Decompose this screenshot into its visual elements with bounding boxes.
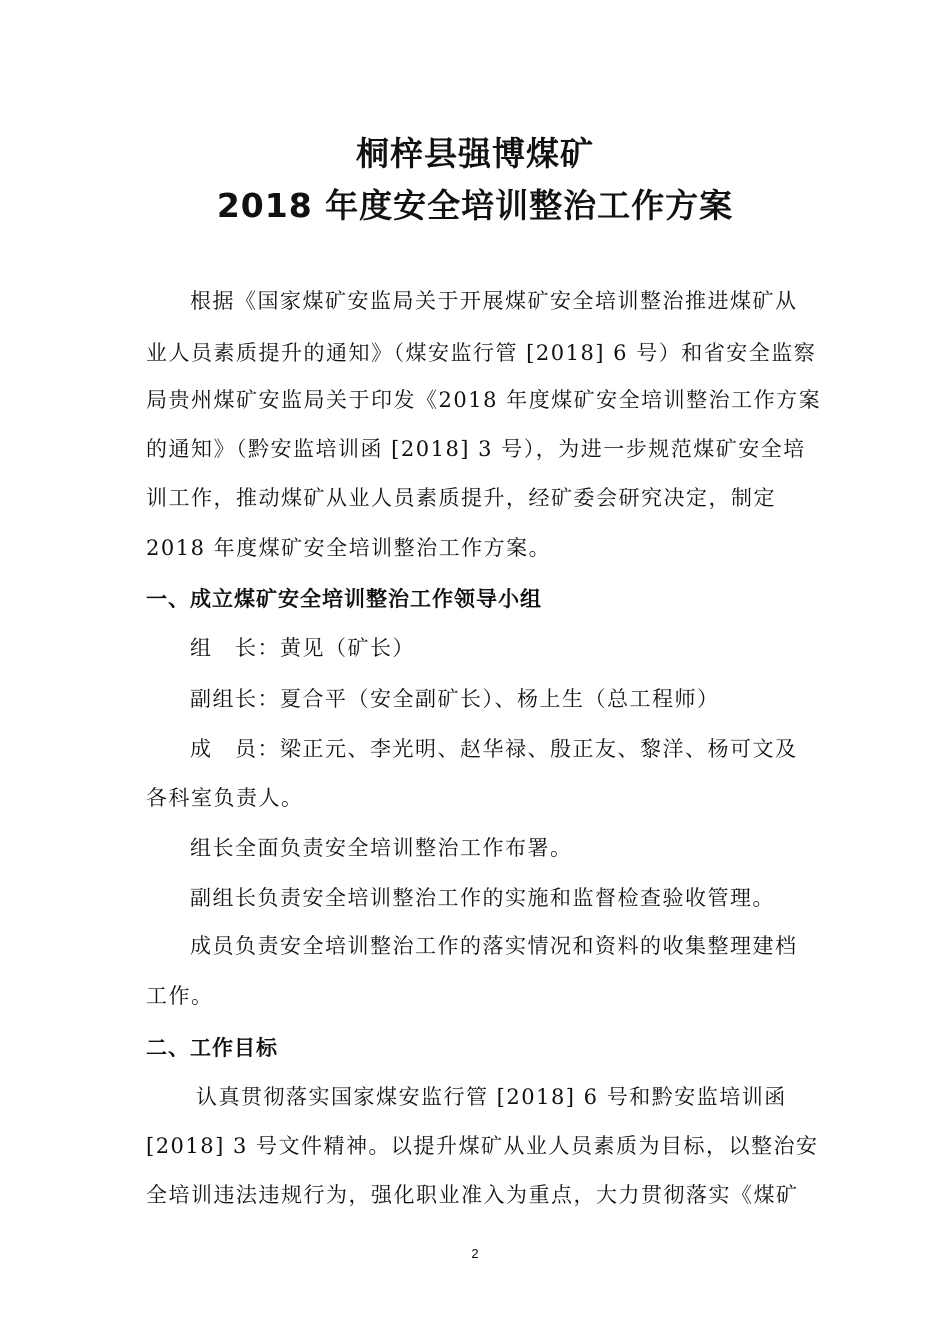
section2-line-1: 认真贯彻落实国家煤安监行管 [2018] 6 号和黔安监培训函	[196, 1085, 787, 1109]
section2-line-3: 全培训违法违规行为，强化职业准入为重点，大力贯彻落实《煤矿	[146, 1183, 799, 1207]
duty-members-line-2: 工作。	[146, 984, 214, 1008]
intro-line-2: 业人员素质提升的通知》（煤安监行管 [2018] 6 号）和省安全监察	[146, 341, 817, 365]
duty-deputy-line: 副组长负责安全培训整治工作的实施和监督检查验收管理。	[190, 886, 775, 910]
section2-heading: 二、工作目标	[146, 1036, 278, 1060]
members-line-1: 成 员：梁正元、李光明、赵华禄、殷正友、黎洋、杨可文及	[190, 737, 798, 761]
intro-line-3: 局贵州煤矿安监局关于印发《2018 年度煤矿安全培训整治工作方案	[146, 388, 822, 412]
intro-line-5: 训工作，推动煤矿从业人员素质提升，经矿委会研究决定，制定	[146, 486, 776, 510]
page-number: 2	[471, 1246, 479, 1261]
section2-line-2: [2018] 3 号文件精神。以提升煤矿从业人员素质为目标，以整治安	[146, 1134, 819, 1158]
duty-members-line-1: 成员负责安全培训整治工作的落实情况和资料的收集整理建档	[190, 934, 798, 958]
intro-line-1: 根据《国家煤矿安监局关于开展煤矿安全培训整治推进煤矿从	[190, 289, 798, 313]
section1-heading: 一、成立煤矿安全培训整治工作领导小组	[146, 587, 542, 611]
document-title-line1: 桐梓县强博煤矿	[356, 134, 594, 173]
document-title-line2: 2018 年度安全培训整治工作方案	[216, 186, 734, 225]
intro-line-6: 2018 年度煤矿安全培训整治工作方案。	[146, 536, 552, 560]
intro-line-4: 的通知》（黔安监培训函 [2018] 3 号），为进一步规范煤矿安全培	[146, 437, 806, 461]
duty-leader-line: 组长全面负责安全培训整治工作布署。	[190, 836, 573, 860]
members-line-2: 各科室负责人。	[146, 786, 304, 810]
leader-line: 组 长：黄见（矿长）	[190, 636, 415, 660]
deputy-line: 副组长：夏合平（安全副矿长）、杨上生（总工程师）	[190, 687, 720, 711]
